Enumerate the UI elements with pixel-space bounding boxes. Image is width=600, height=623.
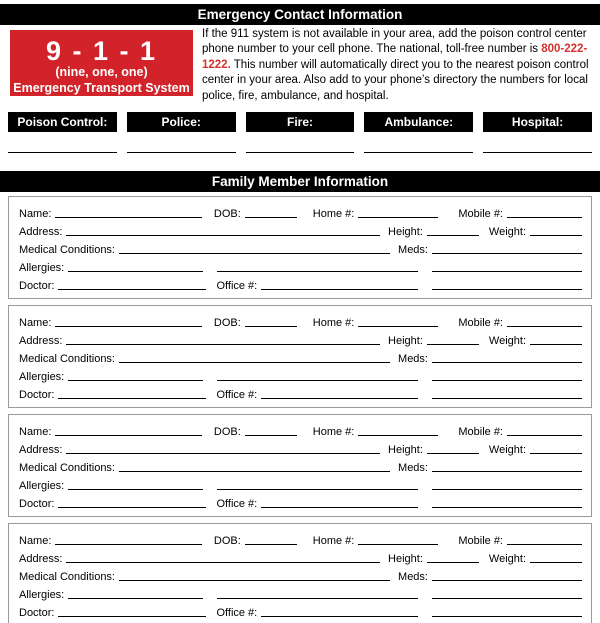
weight-label: Weight: bbox=[488, 226, 526, 239]
office-phone-blank-line bbox=[261, 615, 418, 617]
weight-label: Weight: bbox=[488, 553, 526, 566]
meds-continued-blank-line-2 bbox=[432, 615, 582, 617]
mobile-phone-label: Mobile #: bbox=[458, 535, 503, 548]
dob-label: DOB: bbox=[213, 317, 241, 330]
info-text-after: This number will automatically direct you to the nearest poison control center in your area. Also add to your phone’s directory the numbers for local police, fire, ambulance, and hospital. bbox=[202, 58, 589, 102]
height-blank-line bbox=[427, 234, 479, 236]
allergies-continued-blank-line bbox=[217, 488, 418, 490]
ambulance-label-box: Ambulance: bbox=[364, 112, 473, 132]
weight-label: Weight: bbox=[488, 444, 526, 457]
emergency-transport-system-label: Emergency Transport System bbox=[13, 81, 190, 95]
name-label: Name: bbox=[19, 535, 52, 548]
member-row-medical bbox=[19, 347, 582, 365]
member-row-doctor bbox=[19, 274, 582, 292]
address-blank-line bbox=[66, 234, 380, 236]
medical-conditions-label: Medical Conditions: bbox=[19, 353, 115, 366]
weight-blank-line bbox=[530, 561, 582, 563]
dob-blank-line bbox=[245, 325, 297, 327]
member-row-medical bbox=[19, 565, 582, 583]
member-row-doctor bbox=[19, 383, 582, 401]
doctor-blank-line bbox=[58, 397, 206, 399]
member-row-name bbox=[19, 529, 582, 547]
address-label: Address: bbox=[19, 553, 63, 566]
mobile-phone-blank-line bbox=[507, 434, 582, 436]
family-member-header-bar bbox=[0, 171, 600, 192]
meds-blank-line bbox=[432, 361, 582, 363]
dob-blank-line bbox=[245, 434, 297, 436]
meds-continued-blank-line bbox=[432, 597, 582, 599]
mobile-phone-label: Mobile #: bbox=[458, 426, 503, 439]
nine-one-one-number: 9 - 1 - 1 bbox=[45, 36, 158, 66]
address-blank-line bbox=[66, 452, 380, 454]
meds-blank-line bbox=[432, 252, 582, 254]
family-member-block bbox=[8, 305, 592, 408]
member-row-allergies bbox=[19, 365, 582, 383]
poison-control-phone-number: 800-222-1222. bbox=[202, 43, 588, 71]
address-label: Address: bbox=[19, 444, 63, 457]
mobile-phone-blank-line bbox=[507, 543, 582, 545]
medical-conditions-blank-line bbox=[119, 252, 390, 254]
medical-conditions-label: Medical Conditions: bbox=[19, 244, 115, 257]
doctor-blank-line bbox=[58, 288, 206, 290]
allergies-continued-blank-line bbox=[217, 270, 418, 272]
emergency-contact-header-bar bbox=[0, 4, 600, 25]
member-row-doctor bbox=[19, 601, 582, 619]
meds-continued-blank-line-2 bbox=[432, 288, 582, 290]
doctor-blank-line bbox=[58, 506, 206, 508]
meds-label: Meds: bbox=[398, 462, 428, 475]
nine-one-one-words: (nine, one, one) bbox=[55, 65, 148, 79]
office-phone-label: Office #: bbox=[216, 498, 258, 511]
member-row-name bbox=[19, 202, 582, 220]
home-phone-blank-line bbox=[358, 216, 438, 218]
hospital-blank-line bbox=[483, 151, 592, 153]
height-blank-line bbox=[427, 343, 479, 345]
weight-blank-line bbox=[530, 343, 582, 345]
police-blank-line bbox=[127, 151, 236, 153]
family-member-blocks bbox=[0, 196, 600, 623]
member-row-name bbox=[19, 311, 582, 329]
member-row-address bbox=[19, 547, 582, 565]
address-blank-line bbox=[66, 343, 380, 345]
emergency-contact-labels-row bbox=[8, 112, 592, 132]
member-row-address bbox=[19, 329, 582, 347]
emergency-contact-blank-lines-row bbox=[8, 151, 592, 153]
name-blank-line bbox=[55, 434, 201, 436]
allergies-label: Allergies: bbox=[19, 262, 65, 275]
member-row-allergies bbox=[19, 256, 582, 274]
nine-one-one-badge bbox=[10, 30, 193, 96]
allergies-blank-line bbox=[68, 379, 203, 381]
home-phone-blank-line bbox=[358, 434, 438, 436]
height-blank-line bbox=[427, 561, 479, 563]
doctor-label: Doctor: bbox=[19, 607, 55, 620]
allergies-blank-line bbox=[68, 488, 203, 490]
name-label: Name: bbox=[19, 426, 52, 439]
doctor-label: Doctor: bbox=[19, 498, 55, 511]
medical-conditions-label: Medical Conditions: bbox=[19, 462, 115, 475]
home-phone-blank-line bbox=[358, 543, 438, 545]
meds-label: Meds: bbox=[398, 571, 428, 584]
allergies-label: Allergies: bbox=[19, 589, 65, 602]
allergies-label: Allergies: bbox=[19, 371, 65, 384]
mobile-phone-blank-line bbox=[507, 216, 582, 218]
name-blank-line bbox=[55, 216, 201, 218]
doctor-blank-line bbox=[58, 615, 206, 617]
family-member-block bbox=[8, 196, 592, 299]
member-row-allergies bbox=[19, 474, 582, 492]
weight-label: Weight: bbox=[488, 335, 526, 348]
ambulance-blank-line bbox=[364, 151, 473, 153]
name-blank-line bbox=[55, 543, 201, 545]
weight-blank-line bbox=[530, 452, 582, 454]
meds-label: Meds: bbox=[398, 353, 428, 366]
home-phone-label: Home #: bbox=[312, 535, 355, 548]
home-phone-blank-line bbox=[358, 325, 438, 327]
family-member-block bbox=[8, 414, 592, 517]
hospital-label-box: Hospital: bbox=[483, 112, 592, 132]
height-label: Height: bbox=[388, 335, 423, 348]
poison-control-info-paragraph bbox=[202, 27, 590, 104]
dob-label: DOB: bbox=[213, 426, 241, 439]
mobile-phone-label: Mobile #: bbox=[458, 317, 503, 330]
meds-continued-blank-line bbox=[432, 379, 582, 381]
meds-continued-blank-line-2 bbox=[432, 397, 582, 399]
member-row-address bbox=[19, 220, 582, 238]
height-blank-line bbox=[427, 452, 479, 454]
meds-continued-blank-line bbox=[432, 488, 582, 490]
height-label: Height: bbox=[388, 444, 423, 457]
meds-blank-line bbox=[432, 470, 582, 472]
office-phone-label: Office #: bbox=[216, 280, 258, 293]
family-member-block bbox=[8, 523, 592, 623]
member-row-medical bbox=[19, 456, 582, 474]
medical-conditions-blank-line bbox=[119, 579, 390, 581]
weight-blank-line bbox=[530, 234, 582, 236]
fire-label-box: Fire: bbox=[246, 112, 355, 132]
dob-label: DOB: bbox=[213, 535, 241, 548]
member-row-allergies bbox=[19, 583, 582, 601]
office-phone-label: Office #: bbox=[216, 607, 258, 620]
allergies-continued-blank-line bbox=[217, 597, 418, 599]
meds-blank-line bbox=[432, 579, 582, 581]
dob-label: DOB: bbox=[213, 208, 241, 221]
home-phone-label: Home #: bbox=[312, 208, 355, 221]
member-row-medical bbox=[19, 238, 582, 256]
name-label: Name: bbox=[19, 317, 52, 330]
dob-blank-line bbox=[245, 216, 297, 218]
allergies-continued-blank-line bbox=[217, 379, 418, 381]
address-label: Address: bbox=[19, 226, 63, 239]
medical-conditions-blank-line bbox=[119, 470, 390, 472]
name-blank-line bbox=[55, 325, 201, 327]
meds-continued-blank-line bbox=[432, 270, 582, 272]
height-label: Height: bbox=[388, 553, 423, 566]
mobile-phone-label: Mobile #: bbox=[458, 208, 503, 221]
doctor-label: Doctor: bbox=[19, 280, 55, 293]
allergies-blank-line bbox=[68, 270, 203, 272]
member-row-doctor bbox=[19, 492, 582, 510]
home-phone-label: Home #: bbox=[312, 426, 355, 439]
police-label-box: Police: bbox=[127, 112, 236, 132]
dob-blank-line bbox=[245, 543, 297, 545]
info-text-before: If the 911 system is not available in your area, add the poison control center phone number to your cell phone. The national, toll-free number is bbox=[202, 28, 587, 56]
address-label: Address: bbox=[19, 335, 63, 348]
office-phone-label: Office #: bbox=[216, 389, 258, 402]
poison-control-blank-line bbox=[8, 151, 117, 153]
fire-blank-line bbox=[246, 151, 355, 153]
meds-label: Meds: bbox=[398, 244, 428, 257]
member-row-name bbox=[19, 420, 582, 438]
office-phone-blank-line bbox=[261, 288, 418, 290]
meds-continued-blank-line-2 bbox=[432, 506, 582, 508]
name-label: Name: bbox=[19, 208, 52, 221]
emergency-911-section bbox=[10, 30, 590, 104]
mobile-phone-blank-line bbox=[507, 325, 582, 327]
family-member-header-title: Family Member Information bbox=[211, 174, 389, 190]
office-phone-blank-line bbox=[261, 506, 418, 508]
emergency-contact-header-title: Emergency Contact Information bbox=[197, 7, 403, 22]
allergies-blank-line bbox=[68, 597, 203, 599]
address-blank-line bbox=[66, 561, 380, 563]
doctor-label: Doctor: bbox=[19, 389, 55, 402]
height-label: Height: bbox=[388, 226, 423, 239]
poison-control-label-box: Poison Control: bbox=[8, 112, 117, 132]
allergies-label: Allergies: bbox=[19, 480, 65, 493]
medical-conditions-label: Medical Conditions: bbox=[19, 571, 115, 584]
home-phone-label: Home #: bbox=[312, 317, 355, 330]
office-phone-blank-line bbox=[261, 397, 418, 399]
member-row-address bbox=[19, 438, 582, 456]
medical-conditions-blank-line bbox=[119, 361, 390, 363]
